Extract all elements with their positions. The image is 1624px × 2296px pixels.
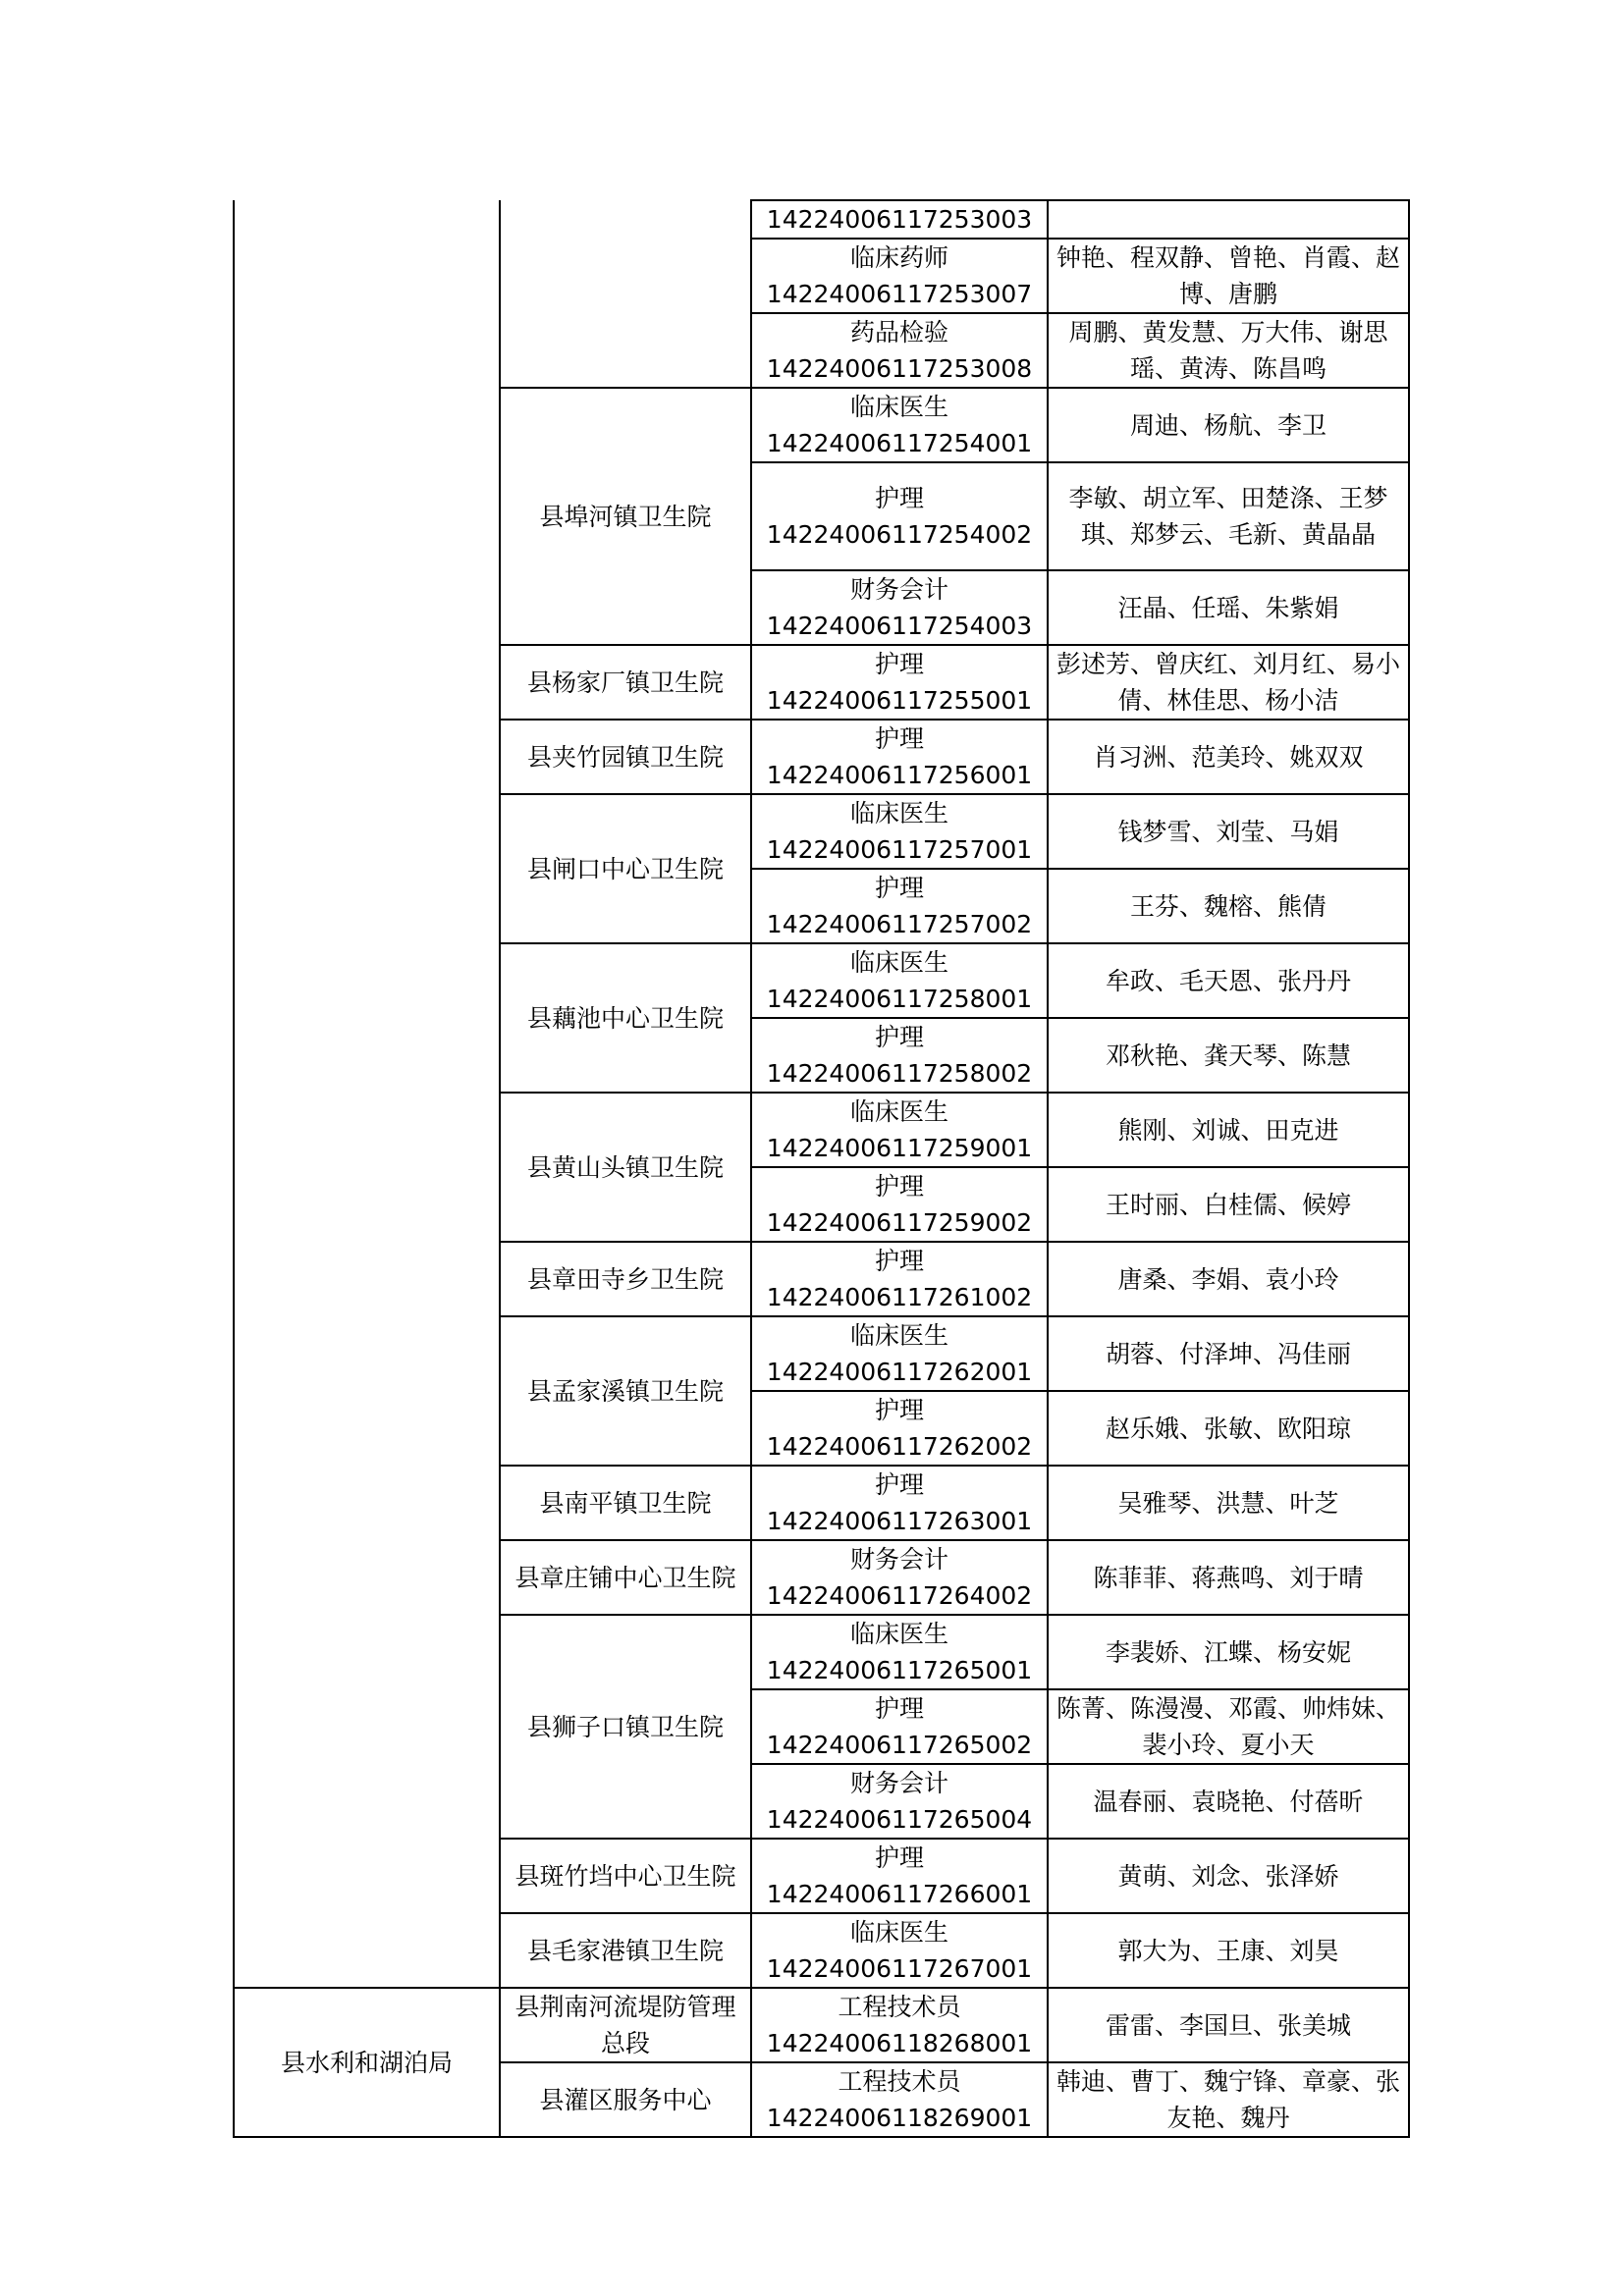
position-name: 护理 (874, 1694, 924, 1723)
hospital-cell: 县藕池中心卫生院 (500, 943, 751, 1093)
position-name: 护理 (874, 1843, 924, 1872)
position-cell (751, 943, 1048, 1018)
table-row (234, 1988, 1409, 2062)
position-cell (751, 2062, 1048, 2137)
hospital-cell: 县章庄铺中心卫生院 (500, 1540, 751, 1615)
candidates-cell: 陈菲菲、蒋燕鸣、刘于晴 (1048, 1540, 1409, 1615)
candidates-cell: 钱梦雪、刘莹、马娟 (1048, 794, 1409, 869)
candidates-cell: 胡蓉、付泽坤、冯佳丽 (1048, 1316, 1409, 1391)
candidates-cell: 温春丽、袁晓艳、付蓓昕 (1048, 1764, 1409, 1839)
hospital-cell: 县埠河镇卫生院 (500, 388, 751, 645)
hospital-cell: 县狮子口镇卫生院 (500, 1615, 751, 1839)
position-cell (751, 1242, 1048, 1316)
hospital-cell: 县杨家厂镇卫生院 (500, 645, 751, 720)
position-name: 护理 (874, 1023, 924, 1051)
position-code: 14224006117254001 (766, 429, 1033, 457)
position-cell (751, 462, 1048, 570)
hospital-cell: 县南平镇卫生院 (500, 1466, 751, 1540)
candidates-cell: 汪晶、任瑶、朱紫娟 (1048, 570, 1409, 645)
hospital-cell: 县灌区服务中心 (500, 2062, 751, 2137)
position-name: 护理 (874, 724, 924, 753)
position-cell (751, 1093, 1048, 1167)
position-code: 14224006117261002 (766, 1283, 1033, 1311)
position-code: 14224006117264002 (766, 1581, 1033, 1610)
candidates-cell: 陈菁、陈漫漫、邓霞、帅炜妹、裴小玲、夏小天 (1048, 1689, 1409, 1764)
candidates-cell: 李敏、胡立军、田楚涤、王梦琪、郑梦云、毛新、黄晶晶 (1048, 462, 1409, 570)
candidates-cell: 周鹏、黄发慧、万大伟、谢思瑶、黄涛、陈昌鸣 (1048, 313, 1409, 388)
position-name: 临床医生 (849, 1321, 948, 1350)
candidates-cell: 黄萌、刘念、张泽娇 (1048, 1839, 1409, 1913)
position-code: 14224006117259002 (766, 1208, 1033, 1237)
hospital-cell: 县荆南河流堤防管理总段 (500, 1988, 751, 2062)
position-name: 临床医生 (849, 1097, 948, 1126)
position-code: 14224006117254003 (766, 612, 1033, 640)
candidates-cell: 邓秋艳、龚天琴、陈慧 (1048, 1018, 1409, 1093)
hospital-cell: 县章田寺乡卫生院 (500, 1242, 751, 1316)
candidates-cell: 吴雅琴、洪慧、叶芝 (1048, 1466, 1409, 1540)
position-name: 临床医生 (849, 393, 948, 421)
position-cell (751, 1615, 1048, 1689)
candidates-cell: 牟政、毛天恩、张丹丹 (1048, 943, 1409, 1018)
position-cell (751, 1391, 1048, 1466)
position-name: 财务会计 (849, 1545, 948, 1574)
position-name: 临床医生 (849, 948, 948, 977)
position-cell (751, 1988, 1048, 2062)
position-cell (751, 388, 1048, 462)
position-code: 14224006117267001 (766, 1954, 1033, 1983)
position-name: 护理 (874, 1172, 924, 1201)
position-cell (751, 1466, 1048, 1540)
position-code: 14224006117253008 (766, 354, 1033, 383)
candidates-cell: 雷雷、李国旦、张美城 (1048, 1988, 1409, 2062)
candidates-cell: 王芬、魏榕、熊倩 (1048, 869, 1409, 943)
position-cell (751, 570, 1048, 645)
position-code: 14224006117253007 (766, 280, 1033, 308)
position-code: 14224006117254002 (766, 520, 1033, 549)
position-cell (751, 200, 1048, 239)
position-code: 14224006117259001 (766, 1134, 1033, 1162)
position-name: 财务会计 (849, 1769, 948, 1797)
position-cell (751, 794, 1048, 869)
position-name: 护理 (874, 650, 924, 678)
position-name: 临床药师 (849, 243, 948, 272)
position-code: 14224006117257002 (766, 910, 1033, 938)
candidates-cell: 郭大为、王康、刘昊 (1048, 1913, 1409, 1988)
position-code: 14224006117263001 (766, 1507, 1033, 1535)
position-code: 14224006117257001 (766, 835, 1033, 864)
position-code: 14224006117265001 (766, 1656, 1033, 1684)
position-cell (751, 239, 1048, 313)
position-cell (751, 1167, 1048, 1242)
candidates-cell: 李裴娇、江蝶、杨安妮 (1048, 1615, 1409, 1689)
hospital-cell: 县斑竹垱中心卫生院 (500, 1839, 751, 1913)
hospital-cell: 县孟家溪镇卫生院 (500, 1316, 751, 1466)
candidates-cell: 周迪、杨航、李卫 (1048, 388, 1409, 462)
position-name: 工程技术员 (838, 1993, 961, 2021)
position-cell (751, 1540, 1048, 1615)
position-name: 护理 (874, 484, 924, 512)
position-name: 护理 (874, 874, 924, 902)
table-row (234, 200, 1409, 239)
position-name: 临床医生 (849, 1620, 948, 1648)
position-cell (751, 869, 1048, 943)
hospital-cell: 县毛家港镇卫生院 (500, 1913, 751, 1988)
position-code: 14224006118269001 (766, 2104, 1033, 2132)
position-cell (751, 645, 1048, 720)
position-code: 14224006117262002 (766, 1432, 1033, 1461)
position-cell (751, 1316, 1048, 1391)
position-name: 财务会计 (849, 575, 948, 604)
candidates-cell: 唐桑、李娟、袁小玲 (1048, 1242, 1409, 1316)
department-cell: 县水利和湖泊局 (234, 1988, 500, 2137)
position-code: 14224006117265004 (766, 1805, 1033, 1834)
candidates-cell: 肖习洲、范美玲、姚双双 (1048, 720, 1409, 794)
personnel-table (233, 199, 1410, 2138)
position-code: 14224006117265002 (766, 1731, 1033, 1759)
position-name: 药品检验 (849, 318, 948, 347)
candidates-cell: 钟艳、程双静、曾艳、肖霞、赵博、唐鹏 (1048, 239, 1409, 313)
position-cell (751, 1018, 1048, 1093)
position-cell (751, 313, 1048, 388)
position-cell (751, 1764, 1048, 1839)
candidates-cell: 彭述芳、曾庆红、刘月红、易小倩、林佳思、杨小洁 (1048, 645, 1409, 720)
position-code: 14224006118268001 (766, 2029, 1033, 2057)
position-code: 14224006117262001 (766, 1358, 1033, 1386)
position-cell (751, 1689, 1048, 1764)
candidates-cell: 韩迪、曹丁、魏宁锋、章豪、张友艳、魏丹 (1048, 2062, 1409, 2137)
position-code: 14224006117266001 (766, 1880, 1033, 1908)
position-code: 14224006117255001 (766, 686, 1033, 715)
position-code: 14224006117258001 (766, 985, 1033, 1013)
candidates-cell: 熊刚、刘诚、田克进 (1048, 1093, 1409, 1167)
candidates-cell: 王时丽、白桂儒、候婷 (1048, 1167, 1409, 1242)
position-cell (751, 1839, 1048, 1913)
position-code: 14224006117253003 (766, 205, 1033, 234)
position-name: 临床医生 (849, 1918, 948, 1947)
position-name: 工程技术员 (838, 2067, 961, 2096)
hospital-cell: 县黄山头镇卫生院 (500, 1093, 751, 1242)
hospital-cell (500, 200, 751, 388)
position-name: 临床医生 (849, 799, 948, 828)
position-code: 14224006117258002 (766, 1059, 1033, 1088)
hospital-cell: 县闸口中心卫生院 (500, 794, 751, 943)
position-code: 14224006117256001 (766, 761, 1033, 789)
candidates-cell (1048, 200, 1409, 239)
hospital-cell: 县夹竹园镇卫生院 (500, 720, 751, 794)
position-cell (751, 1913, 1048, 1988)
position-cell (751, 720, 1048, 794)
position-name: 护理 (874, 1247, 924, 1275)
position-name: 护理 (874, 1396, 924, 1424)
position-name: 护理 (874, 1470, 924, 1499)
candidates-cell: 赵乐娥、张敏、欧阳琼 (1048, 1391, 1409, 1466)
department-cell (234, 200, 500, 1988)
